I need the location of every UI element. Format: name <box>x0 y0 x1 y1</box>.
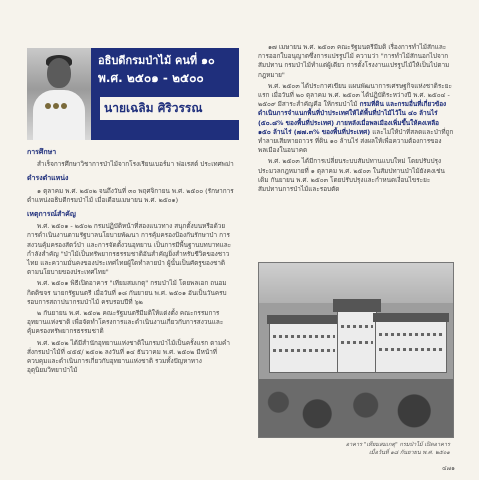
event-paragraph: พ.ศ. ๒๕๐๑ - ๒๕๐๒ กรมปฏิบัติหน้าที่สองแนวทาง สนุกตั้งบนหรือด้วยการดำเนินงานตามรัฐบาลนโยบายพัฒนา การคุ้มครองป้องกันรักษาป่า การสงวนคุ้มครองสัตว์ป่า และการจัดตั้งวนอุทยาน เป็นการมีพื้นฐานบทบาทและกำลังสำคัญ "ป่าไม้เป็นทรัพยากรธรรมชาติอันสำคัญยิ่งสำหรับชีวิตของชาวไทย และความมั่นคงของประเทศไทยผู้ใดทำลายป่า ผู้นั้นเป็นศัตรูของชาติตามนโยบายของประเทศไทย" <box>27 222 232 277</box>
building-photo <box>258 262 454 438</box>
building-roof <box>373 313 449 322</box>
plan-text-end: และไม่ให้ป่าที่สลดและป่าที่ถูกทำลายเสียหายถาวร ที่ดิน ๑๐ ล้านไร่ ส่งผลให้เพื่อความต้องการของพลเมืองในอนาคต <box>258 127 454 155</box>
building-roof <box>267 315 341 324</box>
event-paragraph: ๒ กันยายน พ.ศ. ๒๕๐๒ คณะรัฐมนตรีมีมติให้แต่งตั้ง คณะกรรมการอุทยานแห่งชาติ เพื่อจัดทำโครงการและดำเนินงานเกี่ยวกับการสงวนและคุ้มครองทรัพยากรธรรมชาติ <box>27 309 224 336</box>
building-roof <box>333 299 381 312</box>
right-paragraph: พ.ศ. ๒๕๐๓ ได้มีการเปลี่ยนระบบสัมปทานแบบใหม่ โดยปรับปรุงประมวลกฎหมายที่ ๑ ตุลาคม พ.ศ. ๒๕๐๓ ในสัมปทานป่าไม้ยังคงเช่นเดิม กันยายน พ.ศ. ๒๕๐๓ โดยปรับปรุงและกำหนดเงื่อนไขระยะสัมปทานการป่าไม้และรอบตัด <box>258 157 445 194</box>
education-heading: การศึกษา <box>27 148 57 156</box>
window-row <box>341 325 373 328</box>
left-column <box>27 143 235 377</box>
banner-period: พ.ศ. ๒๕๐๑ - ๒๕๐๐ <box>98 71 204 85</box>
portrait-medal <box>45 103 51 109</box>
window-row <box>273 335 335 338</box>
photo-sky <box>259 263 453 303</box>
caption-line: อาคาร "เทียมสมเกตุ" กรมป่าไม้ เปิดอาคาร <box>345 442 450 448</box>
photo-caption <box>258 442 450 457</box>
caption-line: เมื่อวันที่ ๑๘ กันยายน พ.ศ. ๒๕๐๑ <box>368 449 450 456</box>
portrait-medal <box>61 103 67 109</box>
position-heading: ดำรงตำแหน่ง <box>27 174 69 183</box>
position-text: ๑ ตุลาคม พ.ศ. ๒๕๐๒ จนถึงวันที่ ๓๐ พฤศจิกายน พ.ศ. ๒๕๐๐ (รักษาการตำแหน่งอธิบดีกรมป่าไม้ เมื่อเดือนเมษายน พ.ศ. ๒๕๐๑) <box>27 186 234 204</box>
portrait-medal <box>53 103 59 109</box>
window-row <box>341 341 373 344</box>
education-text: สำเร็จการศึกษาวิชาการป่าไม้จากโรงเรียนเบอร์มา ฟอเรสต์ ประเทศพม่า <box>37 160 234 169</box>
window-row <box>379 348 443 351</box>
right-paragraph <box>258 82 454 156</box>
photo-trees <box>259 379 453 437</box>
right-paragraph: ๑๗ เมษายน พ.ศ. ๒๕๐๓ คณะรัฐมนตรีมีมติ เรื่องการทำไม้สักและการออกใบอนุญาตซึ่งการแปรรูปไม้ ความว่า "การทำไม้สักนอกไปจากสัมปทาน กรมป่าไม้ทำแต่ผู้เดียว การตั้งโรงงานแปรรูปไม้ให้เป็นไปตามกฎหมาย" <box>258 43 450 79</box>
person-name: นายเฉลิม ศิริวรรณ <box>100 97 240 120</box>
portrait-photo <box>27 48 91 140</box>
window-row <box>273 349 335 352</box>
event-paragraph: พ.ศ. ๒๕๐๒ ได้มีสำนักอุทยานแห่งชาติในกรมป่าไม้เป็นครั้งแรก ตามคำสั่งกรมป่าไม้ที่ ๔๕๕/ ๒๕๐๒ ลงวันที่ ๑๔ ธันวาคม พ.ศ. ๒๕๐๒ มีหน้าที่ควบคุมและดำเนินการเกี่ยวกับอุทยานแห่งชาติ รวมทั้งปัญหาทางอุตุนิยมวิทยาป่าไม้ <box>27 338 230 375</box>
plan-highlight: กรมที่ดิน และกรมอื่นที่เกี่ยวข้อง ดำเนินการจำแนกพื้นที่ป่าประเทศให้ได้พื้นที่ป่าไม้ไว้ใน ๔๐ ล้านไร่ (๕๐.๘% ของพื้นที่ประเทศ) ภายหลังเมื่อพลเมืองเพิ่มขึ้นให้คงเหลือ ๑๕๐ ล้านไร่ (๗๗.๓% ของพื้นที่ประเทศ) <box>258 100 447 136</box>
building-wing <box>269 323 339 373</box>
page-number: ๔๗๑ <box>442 465 455 472</box>
right-column <box>258 43 454 196</box>
events-heading: เหตุการณ์สำคัญ <box>27 210 76 219</box>
portrait-uniform <box>33 90 85 140</box>
banner-title: อธิบดีกรมป่าไม้ คนที่ ๑๐ <box>98 54 215 67</box>
window-row <box>379 333 443 336</box>
event-paragraph: พ.ศ. ๒๕๐๑ พิธีเปิดอาคาร "เทียมสมเกตุ" กรมป่าไม้ โดยพลเอก ถนอม กิตติขจร นายกรัฐมนตรี เมื่อวันที่ ๑๘ กันยายน พ.ศ. ๒๕๐๑ อันเป็นวันครบรอบการสถาปนากรมป่าไม้ ครบรอบปีที่ ๖๒ <box>27 279 227 306</box>
portrait-head <box>47 58 71 88</box>
plan-text: พ.ศ. ๒๕๐๓ ได้ประกาศเขียน แผนพัฒนาการเศรษฐกิจแห่งชาติระยะแรก เมื่อวันที่ ๒๐ ตุลาคม พ.ศ. ๒๕๐๓ ได้ปฏิบัติระหว่างปี พ.ศ. ๒๕๐๔ - ๒๕๐๙ มีสาระสำคัญคือ ให้กรมป่าไม้ <box>258 81 452 109</box>
building-wing <box>375 321 447 373</box>
